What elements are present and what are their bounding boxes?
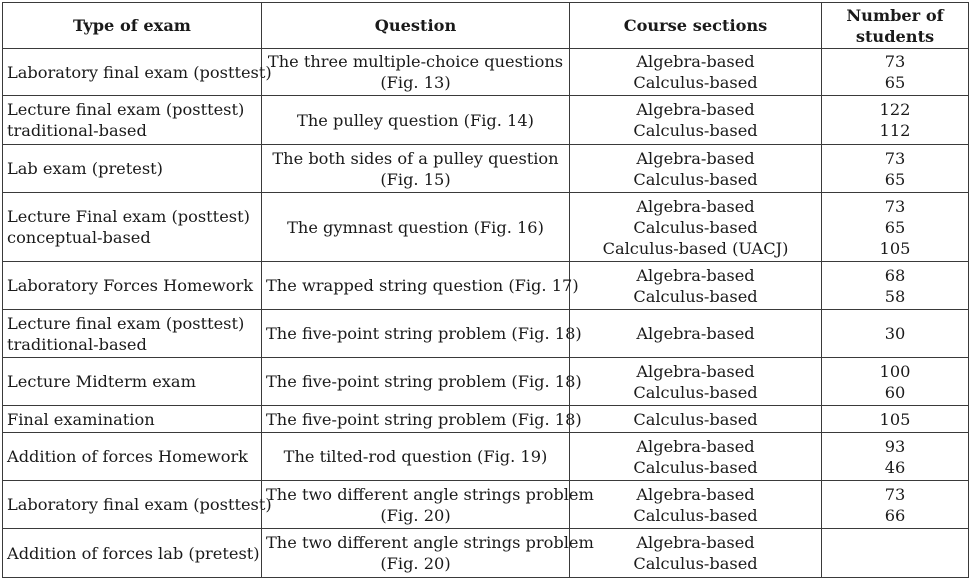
cell-question (262, 145, 570, 193)
table-row (3, 262, 969, 310)
cell-question-line: (Fig. 20) (380, 554, 451, 573)
cell-type-of-exam-line: Lab exam (pretest) (7, 159, 163, 178)
table-row (3, 49, 969, 96)
cell-course-sections-line: Algebra-based (636, 484, 755, 504)
cell-type-of-exam-line: Laboratory Forces Homework (7, 276, 254, 295)
header-students-line-1: Number of (846, 5, 944, 25)
cell-type-of-exam (3, 406, 262, 433)
cell-number-of-students (822, 529, 969, 578)
cell-number-of-students-line: 112 (879, 121, 911, 140)
cell-type-of-exam-line: Final examination (7, 409, 155, 429)
cell-number-of-students-line: 100 (879, 361, 911, 381)
header-type-of-exam: Type of exam (3, 3, 262, 49)
cell-number-of-students-line: 46 (884, 457, 906, 477)
cell-number-of-students-line: 73 (884, 52, 906, 71)
cell-type-of-exam-line: Laboratory final exam (posttest) (7, 495, 272, 514)
cell-number-of-students-line: 65 (884, 169, 906, 189)
cell-course-sections-line: Calculus-based (633, 286, 758, 306)
cell-course-sections-line: Calculus-based (633, 382, 758, 402)
cell-question-line: (Fig. 15) (380, 169, 451, 189)
table-body (3, 49, 969, 578)
cell-question (262, 406, 582, 433)
cell-course-sections-line: Calculus-based (633, 409, 758, 429)
cell-course-sections (570, 310, 822, 358)
cell-type-of-exam (3, 49, 272, 96)
cell-number-of-students (822, 262, 969, 310)
cell-course-sections (570, 262, 822, 310)
cell-question-line: The pulley question (Fig. 14) (297, 110, 534, 130)
cell-number-of-students-line: 105 (879, 409, 911, 429)
cell-number-of-students-line: 65 (884, 217, 906, 237)
cell-type-of-exam-line: traditional-based (7, 334, 147, 354)
table-row (3, 433, 969, 481)
cell-question (262, 481, 594, 529)
cell-question (262, 358, 582, 406)
cell-course-sections-line: Calculus-based (633, 121, 758, 140)
cell-number-of-students (822, 145, 969, 193)
cell-course-sections-line: Algebra-based (636, 148, 755, 168)
cell-question (262, 262, 579, 310)
cell-type-of-exam-line: traditional-based (7, 121, 147, 140)
cell-question (262, 529, 594, 578)
table-row (3, 358, 969, 406)
cell-number-of-students-line: 66 (884, 505, 906, 525)
cell-course-sections-line: Calculus-based (633, 505, 758, 525)
cell-type-of-exam-line: Lecture final exam (posttest) (7, 313, 245, 333)
cell-number-of-students-line: 58 (884, 286, 906, 306)
cell-course-sections (570, 433, 822, 481)
cell-number-of-students (822, 310, 969, 358)
cell-type-of-exam (3, 433, 262, 481)
cell-course-sections-line: Algebra-based (636, 265, 755, 285)
table-row (3, 96, 969, 145)
cell-question-line: The both sides of a pulley question (272, 148, 559, 168)
cell-type-of-exam-line: Lecture final exam (posttest) (7, 100, 245, 119)
cell-number-of-students-line: 73 (884, 148, 906, 168)
cell-type-of-exam-line: Laboratory final exam (posttest) (7, 62, 272, 82)
cell-course-sections-line: Calculus-based (633, 73, 758, 92)
cell-question-line: The five-point string problem (Fig. 18) (266, 324, 582, 343)
header-row (3, 3, 969, 49)
cell-number-of-students-line: 93 (884, 436, 906, 456)
cell-type-of-exam-line: Lecture Final exam (posttest) (7, 207, 250, 226)
cell-course-sections (570, 481, 822, 529)
cell-number-of-students-line: 105 (879, 238, 911, 258)
cell-course-sections-line: Algebra-based (636, 196, 755, 216)
header-course-sections: Course sections (570, 3, 822, 49)
cell-course-sections-line: Calculus-based (633, 554, 758, 573)
cell-type-of-exam (3, 262, 262, 310)
cell-number-of-students (822, 406, 969, 433)
table-row (3, 529, 969, 578)
cell-course-sections (570, 96, 822, 145)
cell-number-of-students-line: 30 (884, 324, 906, 343)
cell-number-of-students (822, 193, 969, 262)
cell-type-of-exam (3, 145, 262, 193)
cell-type-of-exam (3, 481, 272, 529)
cell-course-sections (570, 49, 822, 96)
cell-question-line: The three multiple-choice questions (267, 52, 564, 71)
cell-type-of-exam (3, 310, 262, 358)
cell-type-of-exam-line: Addition of forces Homework (7, 447, 248, 466)
cell-question (262, 433, 570, 481)
cell-course-sections-line: Calculus-based (633, 217, 758, 237)
cell-question-line: The five-point string problem (Fig. 18) (266, 409, 582, 429)
cell-type-of-exam-line: conceptual-based (7, 228, 151, 247)
cell-course-sections-line: Algebra-based (636, 436, 755, 456)
cell-course-sections-line: Calculus-based (633, 169, 758, 189)
cell-number-of-students-line: 122 (879, 100, 911, 119)
cell-course-sections (570, 529, 822, 578)
exam-data-table (2, 2, 969, 578)
cell-course-sections-line: Algebra-based (636, 100, 755, 119)
header-number-of-students (822, 3, 969, 49)
cell-type-of-exam (3, 193, 262, 262)
header-students-line-2: students (855, 26, 935, 46)
cell-question-line: The two different angle strings problem (266, 533, 594, 552)
cell-question-line: The wrapped string question (Fig. 17) (266, 276, 579, 295)
cell-number-of-students-line: 68 (884, 265, 906, 285)
cell-question-line: (Fig. 20) (380, 505, 451, 525)
cell-question (262, 49, 570, 96)
table-row (3, 145, 969, 193)
cell-course-sections-line: Calculus-based (633, 457, 758, 477)
cell-type-of-exam-line: Lecture Midterm exam (7, 372, 196, 391)
table-row (3, 481, 969, 529)
header-question: Question (262, 3, 570, 49)
cell-question (262, 193, 570, 262)
table-row (3, 406, 969, 433)
cell-question-line: (Fig. 13) (380, 73, 451, 92)
cell-course-sections (570, 193, 822, 262)
table-row (3, 310, 969, 358)
cell-course-sections (570, 406, 822, 433)
cell-course-sections-line: Algebra-based (636, 361, 755, 381)
cell-course-sections-line: Algebra-based (636, 324, 755, 343)
cell-question (262, 310, 582, 358)
cell-type-of-exam-line: Addition of forces lab (pretest) (7, 543, 260, 563)
cell-number-of-students-line: 73 (884, 484, 906, 504)
cell-number-of-students-line: 65 (884, 73, 906, 92)
cell-question-line: The five-point string problem (Fig. 18) (266, 372, 582, 391)
table-header (3, 3, 969, 49)
cell-question (262, 96, 570, 145)
cell-type-of-exam (3, 529, 262, 578)
cell-number-of-students (822, 481, 969, 529)
cell-type-of-exam (3, 96, 262, 145)
cell-number-of-students-line: 73 (884, 196, 906, 216)
cell-type-of-exam (3, 358, 262, 406)
cell-question-line: The two different angle strings problem (266, 484, 594, 504)
cell-number-of-students (822, 49, 969, 96)
cell-question-line: The gymnast question (Fig. 16) (287, 217, 544, 237)
cell-number-of-students (822, 96, 969, 145)
cell-course-sections-line: Calculus-based (UACJ) (602, 238, 789, 258)
cell-question-line: The tilted-rod question (Fig. 19) (283, 447, 548, 466)
cell-number-of-students-line: 60 (884, 382, 906, 402)
cell-course-sections-line: Algebra-based (636, 52, 755, 71)
cell-number-of-students (822, 433, 969, 481)
cell-number-of-students (822, 358, 969, 406)
cell-course-sections-line: Algebra-based (636, 533, 755, 552)
cell-course-sections (570, 358, 822, 406)
cell-course-sections (570, 145, 822, 193)
table-row (3, 193, 969, 262)
